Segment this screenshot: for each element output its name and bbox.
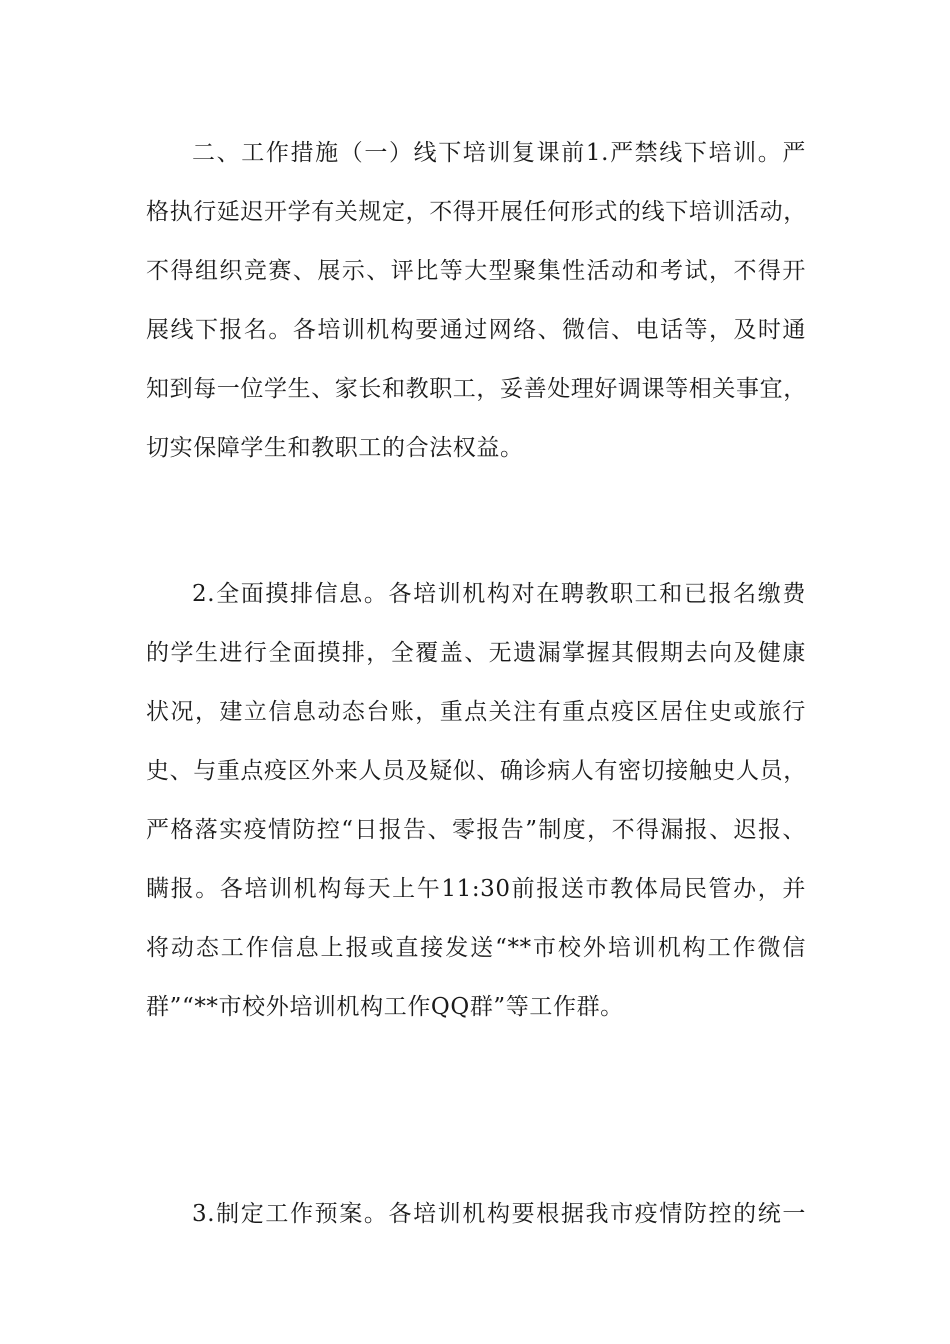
- paragraph-line: 2.全面摸排信息。各培训机构对在聘教职工和已报名缴费: [192, 581, 806, 607]
- paragraph-work-measures: [146, 124, 806, 478]
- paragraph-work-plan: [146, 1185, 806, 1244]
- paragraph-line: 史、与重点疫区外来人员及疑似、确诊病人有密切接触史人员，: [146, 758, 807, 784]
- paragraph-line: 状况，建立信息动态台账，重点关注有重点疫区居住史或旅行: [146, 699, 806, 725]
- paragraph-line: 不得组织竞赛、展示、评比等大型聚集性活动和考试，不得开: [146, 258, 806, 284]
- paragraph-line: 二、工作措施（一）线下培训复课前1.严禁线下培训。严: [192, 140, 806, 166]
- paragraph-info-screening: [146, 565, 806, 1037]
- paragraph-line: 的学生进行全面摸排，全覆盖、无遗漏掌握其假期去向及健康: [146, 640, 806, 666]
- paragraph-line: 知到每一位学生、家长和教职工，妥善处理好调课等相关事宜，: [146, 376, 807, 402]
- paragraph-line: 展线下报名。各培训机构要通过网络、微信、电话等，及时通: [146, 317, 806, 343]
- paragraph-line: 3.制定工作预案。各培训机构要根据我市疫情防控的统一: [192, 1201, 806, 1227]
- paragraph-line: 瞒报。各培训机构每天上午11:30前报送市教体局民管办，并: [146, 876, 806, 902]
- paragraph-line: 将动态工作信息上报或直接发送“**市校外培训机构工作微信: [146, 935, 806, 961]
- paragraph-line: 群”“**市校外培训机构工作QQ群”等工作群。: [146, 994, 624, 1020]
- paragraph-line: 切实保障学生和教职工的合法权益。: [146, 435, 524, 461]
- paragraph-line: 严格落实疫情防控“日报告、零报告”制度，不得漏报、迟报、: [146, 817, 806, 843]
- paragraph-line: 格执行延迟开学有关规定，不得开展任何形式的线下培训活动，: [146, 199, 807, 225]
